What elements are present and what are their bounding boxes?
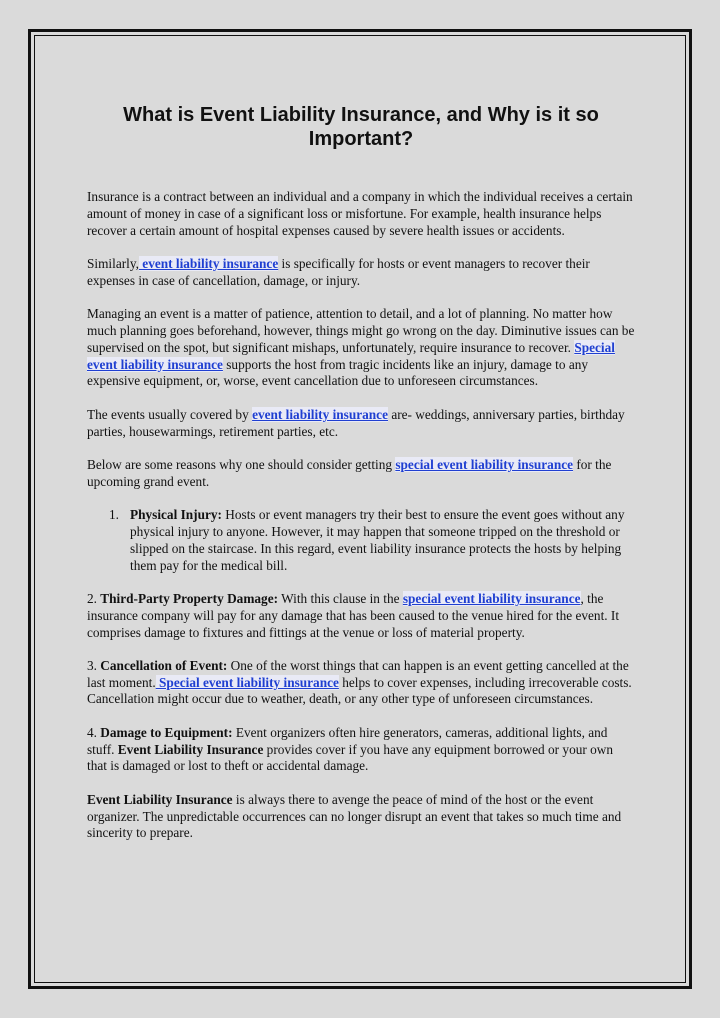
paragraph-intro: Insurance is a contract between an individual and a company in which the individual receives a certain amount of money in case of a significant loss or misfortune. For example, health insurance helps recover a certain amount of hospital expenses caused by severe health issues or accidents. xyxy=(87,189,633,238)
list-item-heading: Physical Injury: xyxy=(130,507,222,523)
text-segment: One of the worst things that can happen is an event getting cancelled at the last moment. xyxy=(87,657,629,690)
paragraph-closing xyxy=(87,792,635,842)
text-segment: The events usually covered by xyxy=(87,406,253,422)
paragraph-third-party-damage xyxy=(87,591,635,641)
special-event-liability-insurance-link[interactable]: special event liability insurance xyxy=(402,590,581,606)
text-segment: for the upcoming grand event. xyxy=(87,456,612,489)
bold-phrase: Event Liability Insurance xyxy=(87,791,233,807)
paragraph-cancellation xyxy=(87,658,635,708)
list-number: 2. xyxy=(87,590,101,606)
list-item-heading: Cancellation of Event: xyxy=(100,657,228,673)
text-segment: provides cover if you have any equipment borrowed or your own that is damaged or lost to theft or accidental damage. xyxy=(87,741,614,774)
event-liability-insurance-link[interactable]: event liability insurance xyxy=(138,255,279,271)
special-event-liability-insurance-link[interactable]: Special event liability insurance xyxy=(87,339,615,372)
text-segment: is specifically for hosts or event managers to recover their expenses in case of cancellation, damage, or injury. xyxy=(87,255,590,288)
text-segment: Hosts or event managers try their best to ensure the event goes without any physical injury to anyone. However, it may happen that someone tripped on the threshold or slipped on the staircase. In this regard, event liability insurance protects the hosts by helping them pay for the medical bill. xyxy=(130,507,625,573)
special-event-liability-insurance-link[interactable]: Special event liability insurance xyxy=(155,674,339,690)
text-segment: With this clause in the xyxy=(278,590,403,606)
text-segment: are- weddings, anniversary parties, birthday parties, housewarmings, retirement parties, etc. xyxy=(87,406,625,439)
paragraph-similarly xyxy=(87,256,635,290)
paragraph-events-covered xyxy=(87,407,635,441)
list-item-body xyxy=(130,507,635,574)
list-number: 4. xyxy=(87,724,101,740)
text-segment: , the insurance company will pay for any damage that has been caused to the venue hired for the event. It comprises damage to fixtures and fittings at the venue or loss of material property. xyxy=(87,590,620,640)
list-item-physical-injury xyxy=(87,507,635,574)
bold-phrase: Event Liability Insurance xyxy=(117,741,264,757)
text-segment: helps to cover expenses, including irrecoverable costs. Cancellation might occur due to weather, death, or any other type of unforeseen circumstances. xyxy=(87,674,632,707)
page-title: What is Event Liability Insurance, and Why is it so Important? xyxy=(123,104,599,150)
document-body xyxy=(87,103,635,859)
list-item-heading: Third-Party Property Damage: xyxy=(100,590,279,606)
paragraph-equipment-damage xyxy=(87,725,635,775)
paragraph-reasons xyxy=(87,457,635,491)
text-segment: Below are some reasons why one should consider getting xyxy=(87,456,396,472)
text-segment: supports the host from tragic incidents like an injury, damage to any expensive equipment, or, worse, event cancellation due to unforeseen circumstances. xyxy=(87,356,589,389)
special-event-liability-insurance-link[interactable]: special event liability insurance xyxy=(395,456,574,472)
paragraph-managing xyxy=(87,306,635,390)
text-segment: Similarly, xyxy=(87,255,139,271)
event-liability-insurance-link[interactable]: event liability insurance xyxy=(252,406,388,422)
list-number: 3. xyxy=(87,657,101,673)
text-segment: Event organizers often hire generators, cameras, additional lights, and stuff. xyxy=(87,724,608,757)
text-segment: is always there to avenge the peace of mind of the host or the event organizer. The unpredictable occurrences can no longer disrupt an event that takes so much time and sincerity to prepare. xyxy=(87,791,622,841)
list-number: 1. xyxy=(109,507,119,523)
list-item-heading: Damage to Equipment: xyxy=(100,724,233,740)
text-segment: Managing an event is a matter of patience, attention to detail, and a lot of planning. No matter how much planning goes beforehand, however, things might go wrong on the day. Diminutive issues can be supervised on the spot, but significant mishaps, unfortunately, require insurance to recover. xyxy=(87,306,635,355)
